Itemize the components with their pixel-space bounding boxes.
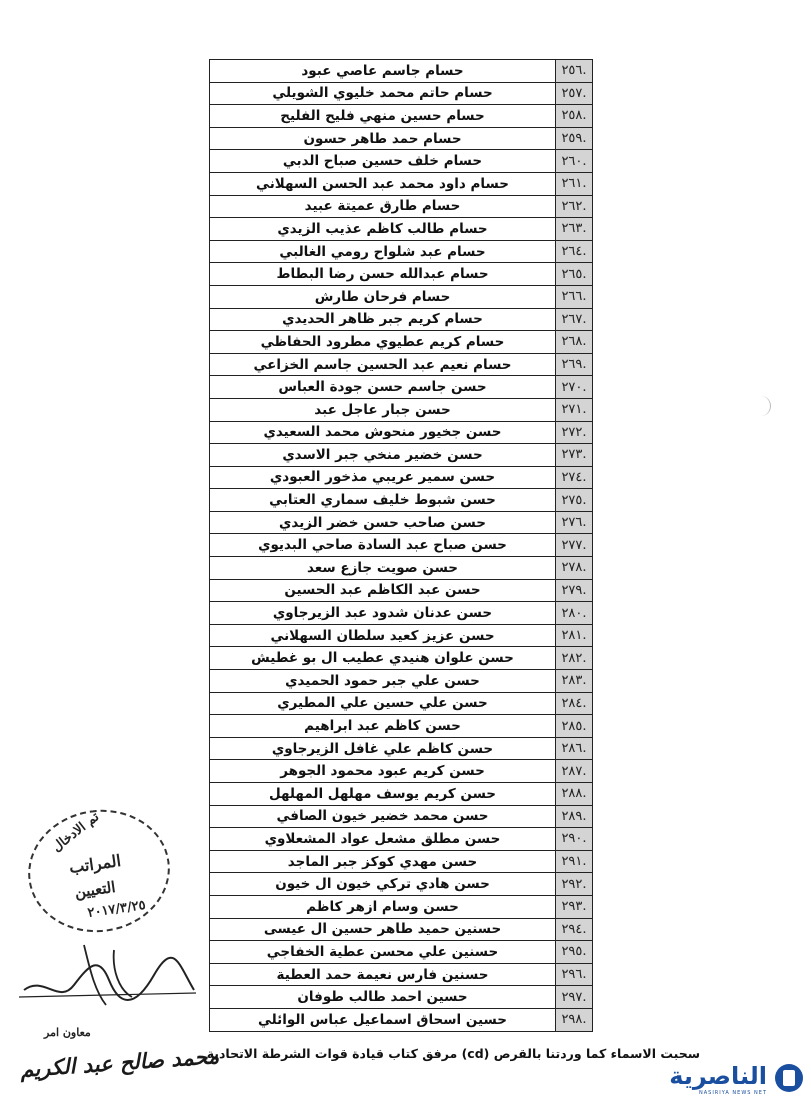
row-number: .٢٨٠: [555, 602, 593, 624]
table-row: [210, 783, 593, 806]
row-name: حسام طالب كاظم عذيب الزيدي: [277, 220, 488, 237]
row-number: .٢٩٠: [555, 828, 593, 850]
table-row: [210, 806, 593, 829]
table-row: [210, 625, 593, 648]
table-row: [210, 444, 593, 467]
row-name: حسام جاسم عاصي عبود: [301, 62, 464, 79]
table-row: [210, 331, 593, 354]
row-number: .٢٦٠: [555, 150, 593, 172]
row-number: .٢٥٨: [555, 105, 593, 127]
row-number: .٢٩٥: [555, 941, 593, 963]
table-row: [210, 376, 593, 399]
row-name: حسن كاظم عبد ابراهيم: [304, 718, 461, 735]
row-number: .٢٦٥: [555, 263, 593, 285]
table-row: [210, 241, 593, 264]
table-row: [210, 60, 593, 83]
row-number: .٢٩٧: [555, 986, 593, 1008]
row-number: .٢٩١: [555, 851, 593, 873]
row-number: .٢٩٤: [555, 919, 593, 941]
table-row: [210, 919, 593, 942]
table-row: [210, 828, 593, 851]
row-number: .٢٥٦: [555, 60, 593, 82]
row-number: .٢٨٦: [555, 738, 593, 760]
row-number: .٢٦٤: [555, 241, 593, 263]
row-name: حسن وسام ازهر كاظم: [306, 898, 459, 915]
row-name: حسام حسين منهي فليح الفليح: [280, 107, 485, 124]
row-number: .٢٨٤: [555, 693, 593, 715]
row-number: .٢٩٣: [555, 896, 593, 918]
table-row: [210, 263, 593, 286]
signatory-name: محمد صالح عبد الكريم: [19, 1043, 220, 1082]
row-name: حسن علوان هنيدي عطيب ال بو غطيش: [251, 650, 514, 667]
table-row: [210, 83, 593, 106]
row-name: حسن سمير عريبي مذخور العبودي: [269, 469, 496, 486]
row-name: حسن صويت جازع سعد: [306, 559, 459, 576]
row-name: حسن كريم يوسف مهلهل المهلهل: [268, 785, 497, 802]
row-number: .٢٧٥: [555, 489, 593, 511]
row-number: .٢٥٧: [555, 83, 593, 105]
table-row: [210, 580, 593, 603]
row-name: حسن صاحب حسن خضر الزيدي: [279, 514, 486, 531]
row-number: .٢٧٩: [555, 580, 593, 602]
row-number: .٢٨١: [555, 625, 593, 647]
row-number: .٢٦٦: [555, 286, 593, 308]
row-number: .٢٩٨: [555, 1009, 593, 1031]
row-name: حسام كريم عطيوي مطرود الحفاظي: [260, 333, 505, 350]
names-table: [209, 59, 593, 1032]
row-name: حسن مطلق مشعل عواد المشعلاوي: [264, 830, 501, 847]
row-name: حسن كريم عبود محمود الجوهر: [280, 763, 485, 780]
row-name: حسين اسحاق اسماعيل عباس الوائلي: [258, 1011, 507, 1028]
table-row: [210, 422, 593, 445]
table-row: [210, 986, 593, 1009]
row-name: حسن علي حسين علي المطيري: [277, 695, 488, 712]
logo-subtitle: NASIRIYA NEWS NET: [699, 1090, 767, 1096]
table-row: [210, 896, 593, 919]
table-row: [210, 354, 593, 377]
row-number: .٢٧٠: [555, 376, 593, 398]
row-number: .٢٥٩: [555, 128, 593, 150]
row-name: حسنين علي محسن عطية الخفاجي: [266, 943, 499, 960]
logo-icon: [775, 1064, 803, 1092]
row-number: .٢٦٧: [555, 309, 593, 331]
row-name: حسن صباح عبد السادة صاحي البديوي: [258, 537, 507, 554]
row-name: حسن عدنان شدود عبد الزيرجاوي: [272, 605, 493, 622]
stamp-line-1: تم الادخال: [49, 809, 103, 856]
row-name: حسن شبوط خليف سماري العتابي: [269, 492, 496, 509]
margin-mark: [760, 396, 771, 416]
table-row: [210, 715, 593, 738]
row-number: .٢٧٣: [555, 444, 593, 466]
table-row: [210, 309, 593, 332]
table-row: [210, 873, 593, 896]
row-name: حسين احمد طالب طوفان: [297, 989, 468, 1006]
row-name: حسام نعيم عبد الحسين جاسم الخزاعي: [253, 356, 512, 373]
table-row: [210, 670, 593, 693]
table-row: [210, 534, 593, 557]
logo-text: الناصرية: [669, 1062, 767, 1090]
row-number: .٢٦٢: [555, 196, 593, 218]
table-row: [210, 964, 593, 987]
row-number: .٢٨٩: [555, 806, 593, 828]
entry-stamp: [20, 801, 178, 942]
table-row: [210, 1009, 593, 1032]
table-row: [210, 941, 593, 964]
row-name: حسن محمد خضير خيون الصافي: [276, 808, 489, 825]
table-row: [210, 851, 593, 874]
table-row: [210, 105, 593, 128]
handwritten-signature: [14, 935, 199, 1015]
row-number: .٢٧٨: [555, 557, 593, 579]
table-row: [210, 693, 593, 716]
stamp-date: ٢٠١٧/٣/٢٥: [86, 897, 147, 921]
row-name: حسنين فارس نعيمة حمد العطية: [276, 966, 489, 983]
site-logo: [669, 1060, 803, 1100]
table-row: [210, 557, 593, 580]
row-number: .٢٧٧: [555, 534, 593, 556]
table-row: [210, 738, 593, 761]
row-name: حسن جاسم حسن جودة العباس: [278, 379, 487, 396]
stamp-line-3: التعيين: [73, 877, 117, 902]
row-name: حسن كاظم علي غافل الزيرجاوي: [271, 740, 494, 757]
table-row: [210, 602, 593, 625]
row-name: حسن عزيز كعيد سلطان السهلاني: [270, 627, 495, 644]
row-number: .٢٨٧: [555, 760, 593, 782]
row-name: حسن مهدي كوكز جبر الماجد: [287, 853, 478, 870]
row-name: حسام عبد شلواح رومي الغالبي: [279, 243, 486, 260]
row-number: .٢٩٢: [555, 873, 593, 895]
stamp-line-2: المراتب: [67, 850, 123, 878]
table-row: [210, 128, 593, 151]
row-number: .٢٦٣: [555, 218, 593, 240]
footer-note: سحبت الاسماء كما وردتنا بالقرص (cd) مرفق كتاب قيادة قوات الشرطة الاتحادية: [206, 1046, 700, 1061]
row-name: حسام عبدالله حسن رضا البطاط: [276, 266, 489, 283]
table-row: [210, 647, 593, 670]
row-number: .٢٧٢: [555, 422, 593, 444]
row-name: حسام حمد طاهر حسون: [303, 130, 462, 147]
row-name: حسام كريم جبر ظاهر الحديدي: [282, 311, 483, 328]
row-name: حسام داود محمد عبد الحسن السهلاني: [256, 175, 509, 192]
row-number: .٢٨٥: [555, 715, 593, 737]
row-number: .٢٧٦: [555, 512, 593, 534]
row-number: .٢٦٨: [555, 331, 593, 353]
row-name: حسن عبد الكاظم عبد الحسين: [284, 582, 481, 599]
table-row: [210, 286, 593, 309]
row-name: حسام فرحان طارش: [314, 288, 451, 305]
table-row: [210, 512, 593, 535]
table-row: [210, 489, 593, 512]
row-number: .٢٦١: [555, 173, 593, 195]
table-row: [210, 218, 593, 241]
table-row: [210, 760, 593, 783]
table-row: [210, 196, 593, 219]
row-number: .٢٨٨: [555, 783, 593, 805]
row-number: .٢٨٣: [555, 670, 593, 692]
row-number: .٢٦٩: [555, 354, 593, 376]
row-name: حسن خضير منخي جبر الاسدي: [282, 446, 483, 463]
row-name: حسن جبار عاجل عبد: [314, 401, 451, 418]
row-number: .٢٧٤: [555, 467, 593, 489]
signatory-title: معاون امر: [44, 1026, 91, 1039]
table-row: [210, 150, 593, 173]
row-name: حسام حاتم محمد خليوي الشويلي: [272, 85, 493, 102]
row-name: حسن هادي تركي خيون ال خيون: [275, 876, 490, 893]
table-row: [210, 173, 593, 196]
row-name: حسن علي جبر حمود الحميدي: [285, 672, 480, 689]
row-name: حسام طارق عميتة عبيد: [304, 198, 461, 215]
row-name: حسن جخيور منحوش محمد السعيدي: [263, 424, 502, 441]
row-name: حسنين حميد طاهر حسين ال عيسى: [263, 921, 502, 938]
row-number: .٢٩٦: [555, 964, 593, 986]
row-number: .٢٧١: [555, 399, 593, 421]
table-row: [210, 467, 593, 490]
row-name: حسام خلف حسين صباح الدبي: [282, 153, 483, 170]
table-row: [210, 399, 593, 422]
row-number: .٢٨٢: [555, 647, 593, 669]
